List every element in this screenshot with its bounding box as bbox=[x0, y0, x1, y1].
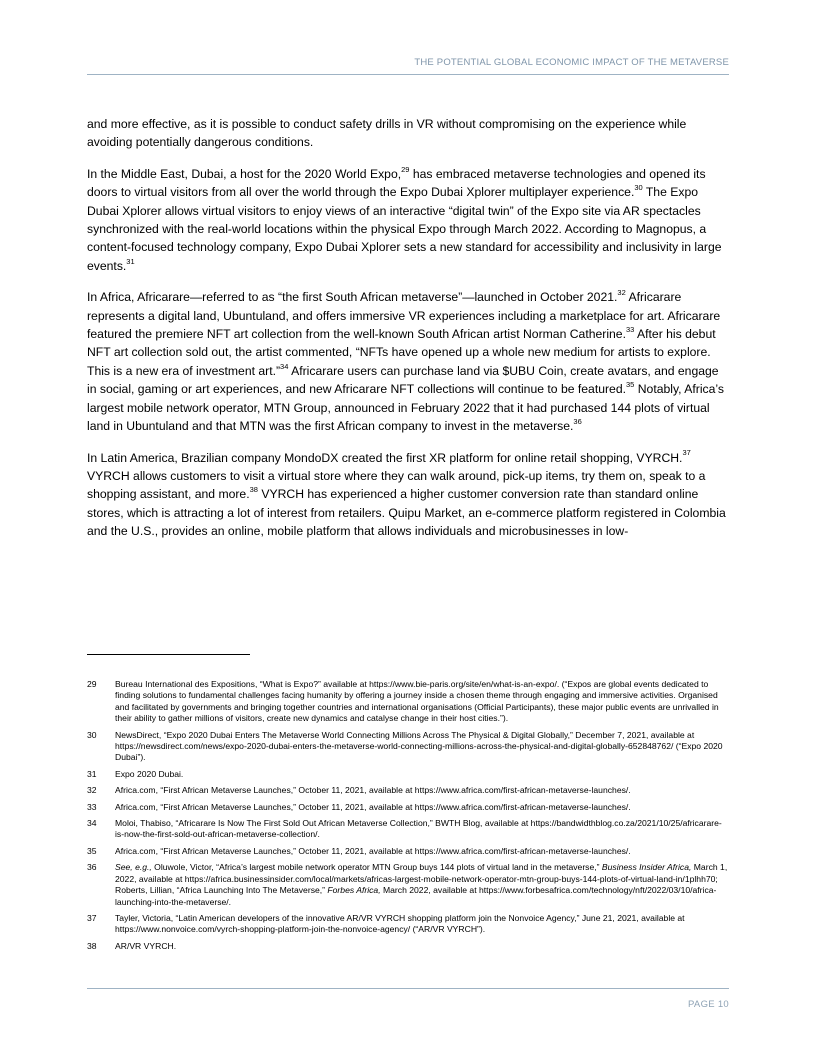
footnote-segment: March 1, 2022, available at https://africa.businessinsider.com/local/markets/africas-largest-mobile-network-operator-mtn-group-buys-144-plots-of-virtual-land-in/1plhh70; Roberts, Lillian, “Africa Launching Into The Metaverse,” bbox=[115, 862, 728, 896]
footnote-number: 35 bbox=[87, 845, 97, 856]
footnote-text: Bureau International des Expositions, “What is Expo?” available at https://www.bie-paris.org/site/en/what-is-an-expo/. (“Expos are global events dedicated to finding solutions to fundamental challenges facing humanity by offering a journey inside a chosen theme through engaging and immersive activities. Organised and facilitated by governments and bringing together countries and international organisations (Official Participants), these major public events are unrivalled in their ability to gather millions of visitors, create new dynamics and catalyse change in their host cities.”). bbox=[115, 679, 719, 724]
paragraph-text: VYRCH has experienced a higher customer conversion rate than standard online stores, which is attracting a lot of interest from retailers. Quipu Market, an e-commerce platform registered in Colombia and the U.S., provides an online, mobile platform that allows individuals and microbusinesses in low- bbox=[87, 487, 726, 539]
footnote-38 bbox=[87, 941, 729, 952]
footnote-text: Africa.com, “First African Metaverse Launches,” October 11, 2021, available at https://www.africa.com/first-african-metaverse-launches/. bbox=[115, 845, 631, 856]
footnote-text: Moloi, Thabiso, “Africarare Is Now The First Sold Out African Metaverse Collection,” BWTH Blog, available at https://bandwidthblog.co.za/2021/10/25/africarare-is-now-the-first-sold-out-african-metaverse-collection/. bbox=[115, 818, 722, 840]
paragraph-text: Notably, Africa’s largest mobile network operator, MTN Group, announced in February 2022 that it had purchased 144 plots of virtual land in Ubuntuland and that MTN was the first African company to invest in the metaverse. bbox=[87, 382, 724, 434]
footnote-34 bbox=[87, 818, 729, 841]
footnote-italic: See, e.g., bbox=[115, 862, 152, 873]
footnote-ref[interactable]: 29 bbox=[401, 164, 410, 174]
footnote-ref[interactable]: 38 bbox=[249, 485, 258, 495]
paragraph-text: In the Middle East, Dubai, a host for the 2020 World Expo, bbox=[87, 166, 402, 181]
footnote-ref[interactable]: 36 bbox=[573, 417, 582, 427]
header-divider bbox=[87, 74, 729, 75]
footnote-ref[interactable]: 34 bbox=[280, 361, 289, 371]
footnote-ref[interactable]: 31 bbox=[126, 256, 135, 266]
footnote-number: 29 bbox=[87, 679, 97, 689]
page-number: PAGE 10 bbox=[688, 999, 729, 1010]
footnote-36 bbox=[87, 862, 729, 908]
footnote-divider bbox=[87, 654, 250, 655]
footnote-number: 31 bbox=[87, 768, 97, 779]
paragraph-middle-east bbox=[87, 165, 729, 275]
footnote-number: 32 bbox=[87, 785, 97, 796]
footnote-text: Africa.com, “First African Metaverse Launches,” October 11, 2021, available at https://www.africa.com/first-african-metaverse-launches/. bbox=[115, 785, 631, 796]
paragraph-safety-drills bbox=[87, 115, 729, 152]
footnote-text bbox=[115, 862, 729, 908]
paragraph-text: The Expo Dubai Xplorer allows virtual visitors to enjoy views of an interactive “digital twin” of the Expo site via AR spectacles synchronized with the real-world locations within the physical Expo through March 2022. According to Magnopus, a content-focused technology company, Expo Dubai Xplorer sets a new standard for accessibility and inclusivity in large events. bbox=[87, 185, 722, 273]
footnote-number: 30 bbox=[87, 729, 97, 740]
footnote-italic: Forbes Africa, bbox=[327, 885, 381, 896]
paragraph-africa bbox=[87, 288, 729, 435]
footnote-29 bbox=[87, 679, 729, 725]
footnote-33 bbox=[87, 802, 729, 813]
footnote-text: AR/VR VYRCH. bbox=[115, 940, 177, 951]
footnote-ref[interactable]: 32 bbox=[617, 288, 626, 298]
footnote-italic: Business Insider Africa, bbox=[601, 862, 692, 873]
footnote-number: 37 bbox=[87, 912, 97, 923]
paragraph-text: In Latin America, Brazilian company MondoDX created the first XR platform for online retail shopping, VYRCH. bbox=[87, 450, 683, 465]
running-header: THE POTENTIAL GLOBAL ECONOMIC IMPACT OF THE METAVERSE bbox=[414, 57, 729, 68]
footnote-number: 33 bbox=[87, 801, 97, 812]
footnote-text: Expo 2020 Dubai. bbox=[115, 768, 184, 779]
footnote-ref[interactable]: 33 bbox=[625, 325, 635, 334]
footnote-ref[interactable]: 30 bbox=[634, 183, 643, 193]
footnote-text: NewsDirect, “Expo 2020 Dubai Enters The Metaverse World Connecting Millions Across The Physical & Digital Globally,” December 7, 2021, available at https://newsdirect.com/news/expo-2020-dubai-enters-the-metaverse-world-connecting-millions-across-the-physical-and-digital-globally-652848762/ (“Expo 2020 Dubai”). bbox=[115, 729, 723, 763]
footnote-31 bbox=[87, 769, 729, 780]
footnote-37 bbox=[87, 913, 729, 936]
footer-divider bbox=[87, 988, 729, 989]
paragraph-text: and more effective, as it is possible to conduct safety drills in VR without compromising on the experience while avoiding potentially dangerous conditions. bbox=[87, 117, 687, 150]
paragraph-latin-america bbox=[87, 449, 729, 541]
footnote-number: 36 bbox=[87, 862, 97, 873]
footnotes bbox=[87, 679, 729, 957]
paragraph-text: After his debut NFT art collection sold out, the artist commented, “NFTs have opened up a whole new medium for artists to explore. This is a new era of investment art.” bbox=[87, 327, 716, 378]
footnote-ref[interactable]: 37 bbox=[682, 448, 691, 458]
paragraph-text: has embraced metaverse technologies and opened its doors to virtual visitors from all over the world through the Expo Dubai Xplorer multiplayer experience. bbox=[87, 166, 706, 200]
footnote-ref[interactable]: 35 bbox=[626, 380, 635, 390]
footnote-text: Tayler, Victoria, “Latin American developers of the innovative AR/VR VYRCH shopping platform join the Nonvoice Agency,” June 21, 2021, available at https://www.nonvoice.com/vyrch-shopping-platform-join-the-nonvoice-agency/ (“AR/VR VYRCH”). bbox=[115, 912, 685, 935]
footnote-number: 38 bbox=[87, 940, 97, 951]
footnote-32 bbox=[87, 785, 729, 796]
body-text bbox=[87, 115, 729, 554]
footnote-text: Africa.com, “First African Metaverse Launches,” October 11, 2021, available at https://www.africa.com/first-african-metaverse-launches/. bbox=[115, 801, 631, 812]
paragraph-text: In Africa, Africarare—referred to as “the first South African metaverse”—launched in October 2021. bbox=[87, 290, 618, 305]
footnote-segment: Oluwole, Victor, “Africa’s largest mobile network operator MTN Group buys 144 plots of virtual land in the metaverse,” bbox=[151, 862, 602, 873]
footnote-segment: March 2022, available at https://www.forbesafrica.com/technology/nft/2022/03/10/africa-launching-into-the-metaverse/. bbox=[115, 885, 717, 907]
paragraph-text: Africarare users can purchase land via $UBU Coin, create avatars, and engage in social, gaming or art experiences, and new Africarare NFT collections will continue to be featured. bbox=[87, 363, 719, 397]
paragraph-text: VYRCH allows customers to visit a virtual store where they can walk around, pick-up items, try them on, speak to a shopping assistant, and more. bbox=[87, 468, 706, 502]
footnote-35 bbox=[87, 846, 729, 857]
footnote-30 bbox=[87, 730, 729, 764]
footnote-number: 34 bbox=[87, 818, 97, 829]
paragraph-text: Africarare represents a digital land, Ubuntuland, and offers immersive VR experiences including a marketplace for art. Africarare featured the premiere NFT art collection from the well-known South African artist Norman Catherine. bbox=[87, 290, 721, 342]
